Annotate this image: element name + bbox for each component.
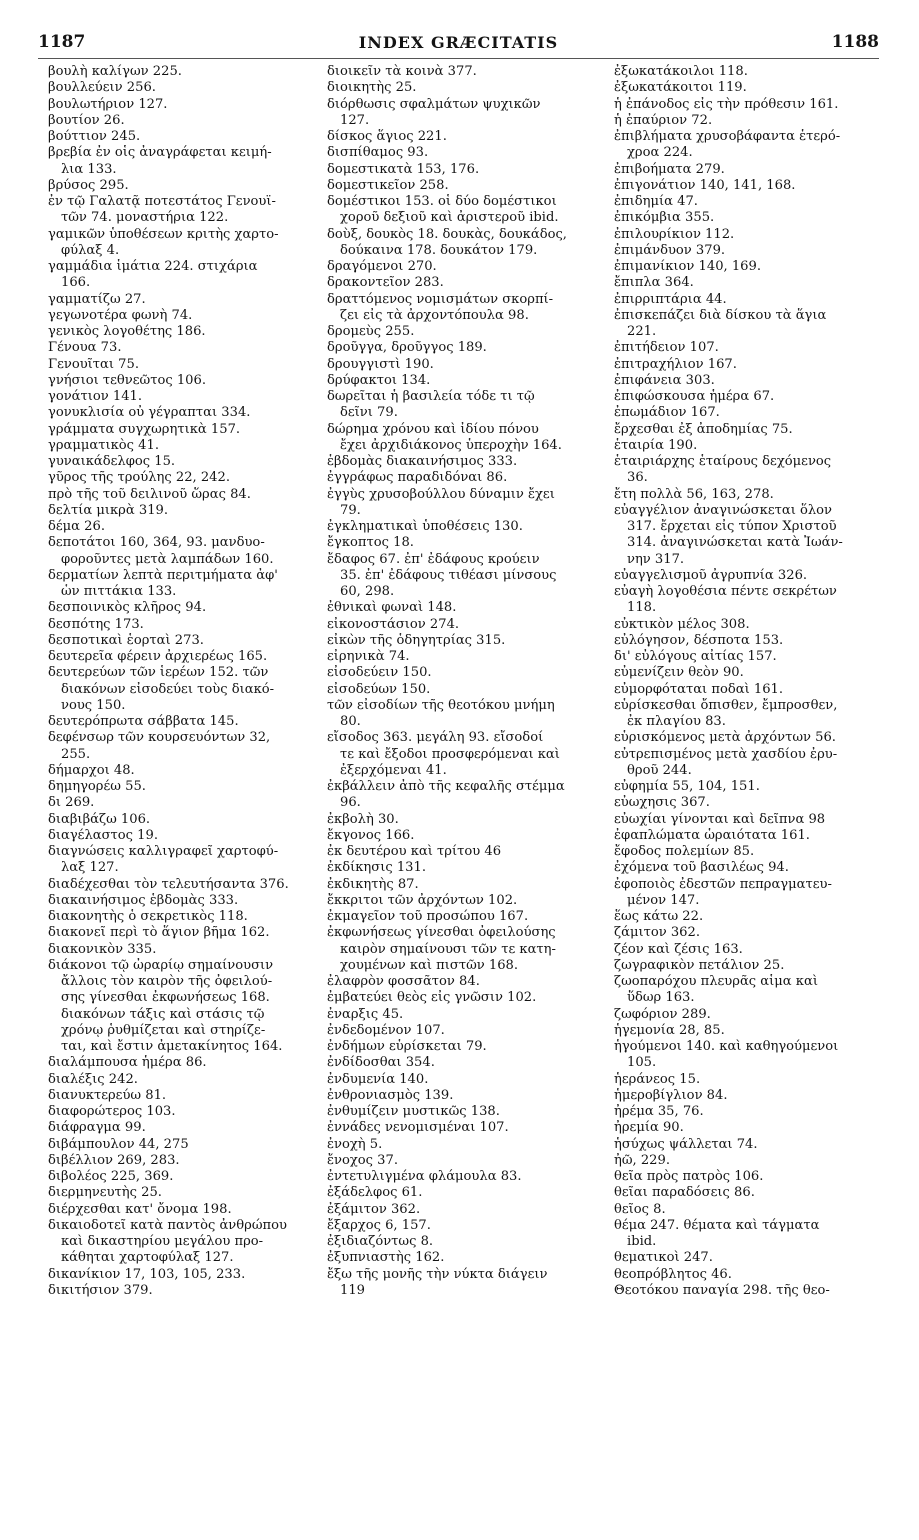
index-entry: δευτερεύων τῶν ἱερέων 152. τῶν	[48, 665, 269, 681]
index-entry: διαλέξις 242.	[48, 1071, 138, 1087]
index-entry: ἐπιφάνεια 303.	[614, 372, 715, 388]
index-entry: λια 133.	[61, 161, 117, 177]
index-entry: τῶν εἰσοδίων τῆς θεοτόκου μνήμη	[327, 697, 555, 713]
index-entry: εὐκτικὸν μέλος 308.	[614, 616, 750, 632]
index-entry: διαδέχεσθαι τὸν τελευτήσαντα 376.	[48, 876, 289, 892]
index-entry: λαξ 127.	[61, 860, 119, 876]
index-entry: διβολέος 225, 369.	[48, 1169, 174, 1184]
index-entry: ἐπιφώσκουσα ἡμέρα 67.	[614, 389, 775, 404]
index-entry: ἐπιγονάτιον 140, 141, 168.	[614, 177, 796, 193]
index-entry: ζωγραφικὸν πετάλιον 25.	[614, 957, 785, 973]
index-entry: ἐγκληματικαὶ ὑποθέσεις 130.	[327, 519, 523, 534]
index-entry: 79.	[340, 502, 361, 518]
index-entry: 80.	[340, 714, 361, 729]
index-column-1	[48, 64, 310, 1299]
page-number-right: 1188	[831, 32, 879, 52]
index-entry: δώρημα χρόνου καὶ ἰδίου πόνου	[327, 421, 539, 437]
index-entry: ἡσύχως ψάλλεται 74.	[614, 1136, 758, 1152]
index-entry: 221.	[627, 324, 657, 339]
index-entry: διέρχεσθαι κατ' ὄνομα 198.	[48, 1201, 232, 1217]
index-entry: ἐπιρριπτάρια 44.	[614, 291, 727, 307]
index-entry: ἐγγράφως παραδιδόναι 86.	[327, 470, 508, 486]
index-entry: φύλαξ 4.	[61, 242, 120, 258]
index-entry: ἕως κάτω 22.	[614, 909, 704, 924]
index-entry: ἐννάδες νενομισμέναι 107.	[327, 1120, 509, 1136]
index-entry: τε καὶ ἔξοδοι προσφερόμεναι καὶ	[340, 746, 560, 762]
index-entry: ἐνδίδοσθαι 354.	[327, 1055, 435, 1071]
index-entry: γράμματα συγχωρητικὰ 157.	[48, 421, 241, 437]
index-entry: ἐκ δευτέρου καὶ τρίτου 46	[327, 844, 502, 859]
index-entry: ἐπικόμβια 355.	[614, 210, 715, 226]
index-entry: γῦρος τῆς τρούλης 22, 242.	[48, 470, 231, 486]
index-entry: ἔξω τῆς μονῆς τὴν νύκτα διάγειν	[327, 1266, 548, 1282]
index-entry: ζει εἰς τὰ ἀρχοντόπουλα 98.	[340, 307, 529, 323]
index-entry: ἐκδικητὴς 87.	[327, 876, 419, 892]
index-entry: εὐωχησις 367.	[614, 795, 710, 811]
index-entry: 317. ἔρχεται εἰς τύπον Χριστοῦ	[627, 519, 837, 534]
index-entry: δραγόμενοι 270.	[327, 259, 437, 274]
index-entry: ἐφαπλώματα ὡραιότατα 161.	[614, 827, 810, 843]
index-entry: γενικὸς λογοθέτης 186.	[48, 324, 206, 339]
index-entry: δεσπότης 173.	[48, 616, 144, 632]
index-entry: ἐνδήμων εὑρίσκεται 79.	[327, 1039, 487, 1054]
index-entry: 60, 298.	[340, 584, 395, 599]
index-entry: δικαιοδοτεῖ κατὰ παντὸς ἀνθρώπου	[48, 1217, 287, 1233]
index-entry: ἠρέμα 35, 76.	[614, 1104, 704, 1119]
index-entry: ται, καὶ ἔστιν ἀμετακίνητος 164.	[61, 1039, 283, 1054]
index-entry: ἐξάδελφος 61.	[327, 1185, 423, 1201]
index-entry: ἔχει ἀρχιδιάκονος ὑπεροχὴν 164.	[340, 437, 562, 453]
index-entry: δωρεῖται ἡ βασιλεία τόδε τι τῷ	[327, 389, 535, 404]
index-entry: χρόνῳ ῥυθμίζεται καὶ στηρίζε-	[61, 1022, 266, 1038]
index-entry: ἠρεμία 90.	[614, 1120, 684, 1136]
index-entry: θεῖα πρὸς πατρὸς 106.	[614, 1169, 764, 1184]
index-entry: εὐφημία 55, 104, 151.	[614, 779, 760, 794]
index-entry: ἐνθρονιασμὸς 139.	[327, 1087, 454, 1103]
index-entry: γεγωνοτέρα φωνὴ 74.	[48, 307, 193, 323]
index-entry: ἔγκοπτος 18.	[327, 535, 414, 551]
index-entry: διάκονοι τῷ ὠραρίῳ σημαίνουσιν	[48, 957, 274, 973]
index-entry: δήμαρχοι 48.	[48, 762, 135, 778]
index-entry: δομεστικατὰ 153, 176.	[327, 161, 480, 177]
index-entry: ἐξυπνιαστὴς 162.	[327, 1250, 445, 1266]
index-entry: δεῖνι 79.	[340, 405, 398, 421]
index-entry: ἐμβατεύει θεὸς εἰς γνῶσιν 102.	[327, 990, 537, 1006]
index-entry: βουτίον 26.	[48, 112, 125, 128]
index-entry: ἐκδίκησις 131.	[327, 860, 426, 876]
index-entry: διακαινήσιμος ἑβδομὰς 333.	[48, 892, 239, 908]
index-entry: θέμα 247. θέματα καὶ τάγματα	[614, 1217, 820, 1233]
index-entry: ἔφοδος πολεμίων 85.	[614, 844, 755, 859]
index-entry: διαγέλαστος 19.	[48, 827, 158, 843]
index-entry: ἐξωκατάκοιλοι 118.	[614, 64, 748, 79]
index-entry: ἐκβολὴ 30.	[327, 811, 399, 827]
index-entry: ἐνδυμενία 140.	[327, 1071, 429, 1087]
index-entry: 35. ἐπ' ἐδάφους τιθέασι μίνσους	[340, 567, 557, 583]
index-entry: ἐξιδιαζόντως 8.	[327, 1234, 434, 1249]
index-entry: δούκαινα 178. δουκάτον 179.	[340, 242, 538, 258]
index-entry: ἐνοχὴ 5.	[327, 1136, 383, 1152]
index-entry: διόρθωσις σφαλμάτων ψυχικῶν	[327, 96, 541, 112]
index-entry: διανυκτερεύω 81.	[48, 1087, 167, 1103]
index-entry: ἐπιβλήματα χρυσοβάφαντα ἑτερό-	[614, 129, 841, 144]
index-entry: εὐμενίζειν θεὸν 90.	[614, 665, 744, 681]
index-entry: διαφορώτερος 103.	[48, 1104, 176, 1119]
index-entry: ἡ ἐπαύριον 72.	[614, 112, 713, 128]
index-entry: θεῖος 8.	[614, 1201, 666, 1217]
index-entry: ζωφόριον 289.	[614, 1006, 711, 1022]
index-entry: εὐαγγέλιον ἀναγινώσκεται ὅλον	[614, 502, 833, 518]
index-entry: δίσκος ἅγιος 221.	[327, 129, 447, 144]
index-entry: γονάτιον 141.	[48, 389, 143, 404]
index-entry: δερματίων λεπτὰ περιτμήματα ἀφ'	[48, 567, 278, 583]
index-entry: ζέον καὶ ζέσις 163.	[614, 941, 743, 957]
index-entry: δημηγορέω 55.	[48, 779, 146, 794]
index-entry: ibid.	[627, 1234, 657, 1249]
index-entry: γαμμάδια ἱμάτια 224. στιχάρια	[48, 259, 258, 274]
index-entry: βούττιον 245.	[48, 129, 141, 144]
index-entry: ἔξαρχος 6, 157.	[327, 1217, 431, 1233]
index-entry: εὐωχίαι γίνονται καὶ δεῖπνα 98	[614, 811, 826, 827]
index-entry: δεσποτικαὶ ἑορταὶ 273.	[48, 632, 204, 648]
index-entry: σης γίνεσθαι ἐκφωνήσεως 168.	[61, 990, 270, 1006]
index-entry: ἐπισκεπάζει διὰ δίσκου τὰ ἅγια	[614, 307, 827, 323]
index-column-3	[614, 64, 900, 1299]
index-entry: 314. ἀναγινώσκεται κατὰ Ἰωάν-	[627, 535, 843, 551]
index-entry: ἐκ πλαγίου 83.	[627, 714, 726, 729]
index-entry: ἄλλοις τὸν καιρὸν τῆς ὀφειλού-	[61, 974, 273, 989]
index-entry: χροα 224.	[627, 145, 693, 161]
index-entry: εἰρηνικὰ 74.	[327, 649, 410, 664]
index-entry: διακόνων τάξις καὶ στάσις τῷ	[61, 1006, 265, 1022]
index-entry: θεματικοὶ 247.	[614, 1250, 713, 1266]
index-entry: ἐντετυλιγμένα φλάμουλα 83.	[327, 1169, 522, 1184]
index-entry: ἐπιτραχήλιον 167.	[614, 356, 737, 372]
index-entry: 118.	[627, 600, 657, 616]
index-entry: 96.	[340, 795, 361, 811]
index-entry: ἐπιμανίκιον 140, 169.	[614, 259, 762, 274]
index-entry: δομέστικοι 153. οἱ δύο δομέστικοι	[327, 194, 557, 209]
index-entry: βουλωτήριον 127.	[48, 96, 168, 112]
index-entry: ἔρχεσθαι ἐξ ἀποδημίας 75.	[614, 421, 793, 437]
index-entry: θεοπρόβλητος 46.	[614, 1266, 732, 1282]
index-entry: ἔκγονος 166.	[327, 827, 415, 843]
index-entry: εὐαγγελισμοῦ ἀγρυπνία 326.	[614, 567, 808, 583]
index-entry: 105.	[627, 1055, 657, 1071]
index-entry: δικιτήσιον 379.	[48, 1282, 153, 1298]
index-entry: εὐτρεπισμένος μετὰ χασδίου ἐρυ-	[614, 746, 838, 762]
index-entry: ἐκμαγεῖον τοῦ προσώπου 167.	[327, 909, 529, 924]
index-entry: ἔπιπλα 364.	[614, 275, 694, 291]
index-entry: γαμικῶν ὑποθέσεων κριτὴς χαρτο-	[48, 226, 279, 242]
index-entry: ἐφοποιὸς ἐδεστῶν πεπραγματευ-	[614, 876, 832, 892]
index-entry: ἔκκριτοι τῶν ἀρχόντων 102.	[327, 892, 518, 908]
page-number-left: 1187	[38, 32, 86, 52]
index-entry: μένον 147.	[627, 892, 700, 908]
index-entry: δεποτάτοι 160, 364, 93. μανδυο-	[48, 535, 265, 551]
index-entry: ἔτη πολλὰ 56, 163, 278.	[614, 486, 774, 502]
index-entry: ἐνδεδομένον 107.	[327, 1022, 445, 1038]
index-entry: 166.	[61, 275, 91, 291]
index-entry: δομεστικεῖον 258.	[327, 177, 449, 193]
index-entry: βουλὴ καλίγων 225.	[48, 64, 182, 79]
index-entry: εὑρισκόμενος μετὰ ἀρχόντων 56.	[614, 730, 836, 746]
index-entry: εὑρίσκεσθαι ὄπισθεν, ἔμπροσθεν,	[614, 697, 838, 713]
index-entry: δρύφακτοι 134.	[327, 372, 431, 388]
index-entry: γραμματικὸς 41.	[48, 437, 159, 453]
index-entry: διβέλλιον 269, 283.	[48, 1152, 180, 1168]
index-entry: ἐξερχόμεναι 41.	[340, 762, 447, 778]
index-entry: νην 317.	[627, 551, 685, 567]
index-entry: χουμένων καὶ πιστῶν 168.	[340, 957, 519, 973]
index-entry: ὕδωρ 163.	[627, 990, 695, 1006]
header-rule	[38, 58, 879, 59]
index-entry: ἡγεμονία 28, 85.	[614, 1022, 725, 1038]
index-entry: δευτερεῖα φέρειν ἀρχιερέως 165.	[48, 649, 268, 664]
index-entry: ἐπιμάνδυον 379.	[614, 242, 726, 258]
index-entry: 119	[340, 1282, 365, 1298]
index-entry: δικανίκιον 17, 103, 105, 233.	[48, 1266, 246, 1282]
index-entry: 127.	[340, 112, 370, 128]
index-entry: δρακοντεῖον 283.	[327, 275, 444, 291]
index-entry: διοικεῖν τὰ κοινὰ 377.	[327, 64, 477, 79]
index-entry: εἰκονοστάσιον 274.	[327, 616, 460, 632]
index-entry: διακονεῖ περὶ τὸ ἅγιον βῆμα 162.	[48, 925, 270, 941]
index-entry: χοροῦ δεξιοῦ καὶ ἀριστεροῦ ibid.	[340, 210, 559, 226]
index-entry: 36.	[627, 470, 648, 486]
index-entry: γνήσιοι τεθνεῶτος 106.	[48, 372, 206, 388]
index-entry: ὧν πιττάκια 133.	[61, 584, 177, 599]
index-entry: θροῦ 244.	[627, 762, 692, 778]
index-entry: εὐμορφόταται ποδαὶ 161.	[614, 681, 784, 697]
index-entry: ἐχόμενα τοῦ βασιλέως 94.	[614, 860, 789, 876]
index-entry: εἰσοδεύων 150.	[327, 681, 431, 697]
index-entry: διαγνώσεις καλλιγραφεῖ χαρτοφύ-	[48, 844, 279, 859]
index-entry: ἑβδομὰς διακαινήσιμος 333.	[327, 454, 518, 469]
index-entry: δέμα 26.	[48, 519, 106, 534]
index-entry: ἡ ἐπάνοδος εἰς τὴν πρόθεσιν 161.	[614, 96, 839, 112]
page-title: INDEX GRÆCITATIS	[358, 33, 559, 52]
index-entry: δρουγγιστὶ 190.	[327, 356, 434, 372]
index-entry: ἑταιρία 190.	[614, 437, 698, 453]
index-entry: ἐθνικαὶ φωναὶ 148.	[327, 600, 457, 616]
index-entry: διοικητὴς 25.	[327, 80, 417, 96]
index-entry: κάθηται χαρτοφύλαξ 127.	[61, 1250, 234, 1266]
index-entry: δελτία μικρὰ 319.	[48, 502, 169, 518]
index-entry: διακόνων εἰσοδεύει τοὺς διακό-	[61, 681, 275, 697]
index-entry: ἐπιδημία 47.	[614, 194, 698, 209]
index-entry: καὶ δικαστηρίου μεγάλου προ-	[61, 1234, 264, 1249]
index-entry: διάφραγμα 99.	[48, 1120, 146, 1136]
index-entry: ἐκβάλλειν ἀπὸ τῆς κεφαλῆς στέμμα	[327, 779, 565, 794]
index-entry: θεῖαι παραδόσεις 86.	[614, 1185, 755, 1201]
index-entry: ἐγγὺς χρυσοβούλλου δύναμιν ἔχει	[327, 486, 555, 502]
index-entry: ἐλαφρὸν φοσσᾶτον 84.	[327, 974, 480, 989]
index-entry: ἐπιτήδειον 107.	[614, 340, 719, 356]
index-entry: Θεοτόκου παναγία 298. τῆς θεο-	[614, 1282, 830, 1298]
index-entry: Γενουῖται 75.	[48, 356, 140, 372]
index-entry: βρεβία ἐν οἷς ἀναγράφεται κειμή-	[48, 145, 272, 161]
index-entry: ζωοπαρόχου πλευρᾶς αἷμα καὶ	[614, 974, 818, 989]
index-entry: ζάμιτον 362.	[614, 925, 700, 941]
index-entry: ἡεράνεος 15.	[614, 1071, 701, 1087]
index-entry: ἐνθυμίζειν μυστικῶς 138.	[327, 1104, 500, 1119]
index-entry: εἰσοδεύειν 150.	[327, 665, 432, 681]
index-entry: ἐναρξις 45.	[327, 1006, 404, 1022]
index-entry: διακονικὸν 335.	[48, 941, 157, 957]
index-entry: φοροῦντες μετὰ λαμπάδων 160.	[61, 551, 274, 567]
index-entry: Γένουα 73.	[48, 340, 122, 356]
index-entry: ἐπωμάδιον 167.	[614, 405, 720, 421]
index-entry: 255.	[61, 746, 91, 762]
index-entry: εἴσοδος 363. μεγάλη 93. εἴσοδοί	[327, 730, 544, 746]
index-column-2	[327, 64, 603, 1299]
index-entry: δι' εὐλόγους αἰτίας 157.	[614, 649, 777, 664]
index-entry: τῶν 74. μοναστήρια 122.	[61, 210, 229, 226]
index-entry: γονυκλισία οὐ γέγραπται 334.	[48, 405, 251, 421]
index-entry: ἔδαφος 67. ἐπ' ἐδάφους κρούειν	[327, 551, 540, 567]
index-entry: εὐλόγησον, δέσποτα 153.	[614, 632, 784, 648]
index-entry: πρὸ τῆς τοῦ δειλινοῦ ὥρας 84.	[48, 486, 251, 502]
index-entry: ἐξάμιτον 362.	[327, 1201, 421, 1217]
index-entry: δι 269.	[48, 795, 95, 811]
index-entry: διακονητὴς ὁ σεκρετικὸς 118.	[48, 909, 248, 924]
index-entry: ἐκφωνήσεως γίνεσθαι ὀφειλούσης	[327, 925, 556, 941]
index-entry: δρομεὺς 255.	[327, 324, 415, 339]
index-entry: ἡμεροβίγλιον 84.	[614, 1087, 728, 1103]
index-entry: δεφένσωρ τῶν κουρσευόντων 32,	[48, 730, 271, 746]
index-entry: ἐπιλουρίκιον 112.	[614, 226, 735, 242]
index-entry: ἐν τῷ Γαλατᾷ ποτεστάτος Γενουϊ-	[48, 194, 276, 209]
index-entry: νους 150.	[61, 697, 126, 713]
index-entry: ἑταιριάρχης ἑταίρους δεχόμενος	[614, 454, 832, 469]
index-entry: καιρὸν σημαίνουσι τῶν τε κατη-	[340, 941, 556, 957]
index-entry: βρύσος 295.	[48, 177, 129, 193]
index-entry: ἠῶ, 229.	[614, 1152, 671, 1168]
index-entry: βουλλεύειν 256.	[48, 80, 156, 96]
index-entry: εὐαγὴ λογοθέσια πέντε σεκρέτων	[614, 584, 837, 599]
index-entry: εἰκὼν τῆς ὁδηγητρίας 315.	[327, 632, 506, 648]
index-entry: διβάμπουλον 44, 275	[48, 1136, 189, 1152]
index-entry: διαλάμπουσα ἡμέρα 86.	[48, 1055, 207, 1071]
index-entry: ἐξωκατάκοιτοι 119.	[614, 80, 747, 96]
index-entry: διερμηνευτὴς 25.	[48, 1185, 162, 1201]
index-entry: δεσποινικὸς κλῆρος 94.	[48, 600, 207, 616]
index-entry: ἔνοχος 37.	[327, 1152, 399, 1168]
running-header	[38, 32, 879, 58]
index-entry: δευτερόπρωτα σάββατα 145.	[48, 714, 239, 729]
index-entry: δροῦγγα, δροῦγγος 189.	[327, 340, 487, 356]
index-entry: ἐπιβοήματα 279.	[614, 161, 725, 177]
index-entry: δοὺξ, δουκὸς 18. δουκὰς, δουκάδος,	[327, 226, 567, 242]
index-entry: δισπίθαμος 93.	[327, 145, 429, 161]
index-entry: ἡγούμενοι 140. καὶ καθηγούμενοι	[614, 1039, 839, 1054]
index-entry: γαμματίζω 27.	[48, 291, 146, 307]
index-entry: δραττόμενος νομισμάτων σκορπί-	[327, 291, 554, 307]
index-entry: διαβιβάζω 106.	[48, 811, 151, 827]
index-entry: γυναικάδελφος 15.	[48, 454, 176, 469]
